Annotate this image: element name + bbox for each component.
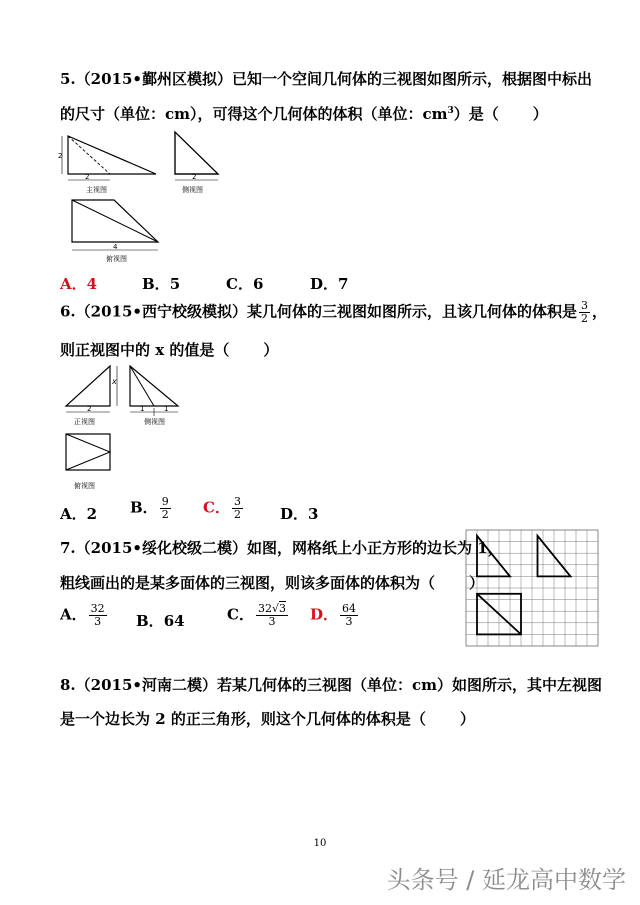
q5-front-view-label: 主视图 <box>86 186 107 194</box>
q5-line2-end: ） <box>532 105 548 123</box>
q8-line1: 8.（2015•河南二模）若某几何体的三视图（单位：cm）如图所示，其中左视图 <box>60 676 603 694</box>
watermark: 头条号 / 延龙高中数学 <box>386 866 626 894</box>
q5-option-c[interactable]: C．6 <box>226 275 264 293</box>
q5-line1: 5.（2015•鄞州区模拟）已知一个空间几何体的三视图如图所示，根据图中标出 <box>60 70 592 88</box>
q6-dim-front-width: 2 <box>87 405 92 413</box>
q6-dim-side-2: 1 <box>164 405 169 413</box>
q7-grid-figure <box>466 530 598 646</box>
q6-option-c[interactable]: C． $\frac{3}{2}$ <box>203 495 241 521</box>
q7-line2-text: 粗线画出的是某多面体的三视图，则该多面体的体积为（ <box>60 574 436 592</box>
q8-line2-text: 是一个边长为 2 的正三角形，则这个几何体的体积是（ <box>60 710 426 728</box>
q5-side-top-views <box>58 128 203 273</box>
q6-side-view-label: 侧视图 <box>144 418 165 426</box>
q5-option-d[interactable]: D．7 <box>310 275 349 293</box>
q5-unit-exponent: 3 <box>447 106 454 116</box>
q6-line1-text: 6.（2015•西宁校级模拟）某几何体的三视图如图所示，且该几何体的体积是 <box>60 302 577 321</box>
q5-option-a[interactable]: A．4 <box>60 275 98 293</box>
q6-option-d[interactable]: D．3 <box>280 505 319 523</box>
q5-dim-top-width: 4 <box>113 243 118 251</box>
q6-three-view-figure <box>60 362 190 492</box>
q6-front-view-label: 正视图 <box>74 418 95 426</box>
q7-option-d[interactable]: D． $\frac{64}{3}$ <box>310 602 357 628</box>
q5-option-b[interactable]: B．5 <box>142 275 181 293</box>
page-number: 10 <box>313 838 327 849</box>
q6-volume-fraction: $\frac{3}{2}$ <box>581 299 588 325</box>
q7-option-c[interactable]: C． $\frac{32√3}{3}$ <box>227 602 286 628</box>
q8-line2 <box>60 708 475 729</box>
q6-option-b[interactable]: B． $\frac{9}{2}$ <box>130 495 169 521</box>
q5-line2 <box>60 103 548 124</box>
q6-option-a[interactable]: A．2 <box>60 505 98 523</box>
q7-option-b[interactable]: B．64 <box>136 612 185 630</box>
q5-line2-text: 的尺寸（单位：cm），可得这个几何体的体积（单位：cm <box>60 105 448 123</box>
q6-dim-x: x <box>112 377 117 386</box>
q7-line1: 7.（2015•绥化校级二模）如图，网格纸上小正方形的边长为 1， <box>60 539 503 557</box>
q6-top-view-label: 俯视图 <box>74 482 95 490</box>
q5-dim-height: 2 <box>58 152 63 160</box>
q6-line1: 6.（2015•西宁校级模拟）某几何体的三视图如图所示，且该几何体的体积是 $\frac{3}{2}$ ， <box>60 299 608 325</box>
q7-line2 <box>60 572 484 593</box>
q5-dim-front-width: 2 <box>85 173 90 181</box>
q6-dim-side-1: 1 <box>140 405 145 413</box>
q5-top-view-label: 俯视图 <box>106 255 127 263</box>
q7-line2-end: ） <box>469 574 485 592</box>
q8-line2-end: ） <box>459 710 475 728</box>
q5-line2-mid: ）是（ <box>453 105 499 123</box>
q7-option-a[interactable]: A． $\frac{32}{3}$ <box>60 602 105 628</box>
sqrt-icon: √ <box>271 602 279 615</box>
q5-dim-side-width: 2 <box>192 173 197 181</box>
q6-line2-end: ） <box>263 341 279 359</box>
q5-side-view-label: 侧视图 <box>182 186 203 194</box>
q6-line2 <box>60 339 278 360</box>
q6-line2-text: 则正视图中的 x 的值是（ <box>60 341 230 359</box>
